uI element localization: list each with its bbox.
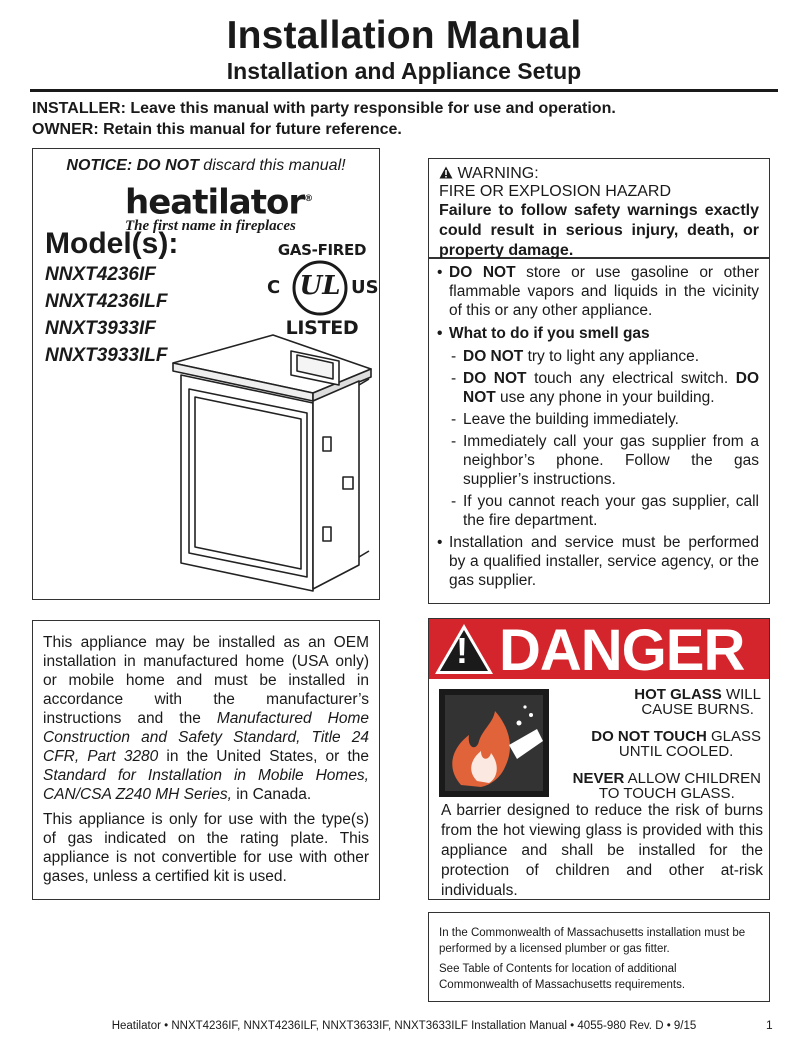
oem-paragraph-2: This appliance is only for use with the type(s) of gas indicated on the rating plate. This appliance is not convertible for use with other gases, unless a certified kit is used. (43, 811, 369, 885)
fireplace-illustration (163, 327, 377, 595)
logo-tagline: The first name in fireplaces (125, 218, 296, 235)
warning-text: Failure to follow safety warnings exactly could result in serious injury, death, or property damage. (439, 202, 759, 259)
notice-box (32, 148, 380, 600)
danger-word: DANGER (499, 618, 745, 683)
page-subtitle: Installation and Appliance Setup (226, 58, 582, 84)
gas-sub-leave: - Leave the building immediately. (437, 410, 759, 429)
logo-word: heatilator (125, 182, 305, 223)
hot-glass-warning-3: NEVER ALLOW CHILDREN TO TOUCH GLASS. (572, 770, 761, 802)
installer-instruction: INSTALLER: Leave this manual with party responsible for use and operation. (32, 100, 616, 117)
cert-bottom: LISTED (285, 317, 359, 339)
massachusetts-paragraph-2: See Table of Contents for location of additional Commonwealth of Massachusetts requirements. (439, 963, 686, 991)
model-1: NNXT4236IF (45, 264, 156, 285)
warning-hazard: FIRE OR EXPLOSION HAZARD (439, 183, 672, 200)
oem-paragraph-1: This appliance may be installed as an OEM installation in manufactured home (USA only) or mobile home and must be installed in accordance with the manufacturer’s instructions and the Manufactured Home Construction and Safety Standard, Title 24 CFR, Part 3280 in the United States, or the Standard for Installation in Mobile Homes, CAN/CSA Z240 MH Series, in Canada. (43, 634, 369, 803)
hot-glass-warning-2: DO NOT TOUCH GLASS UNTIL COOLED. (591, 728, 761, 760)
warning-triangle-icon (439, 166, 453, 179)
warning-box (428, 158, 770, 258)
barrier-paragraph: A barrier designed to reduce the risk of burns from the hot viewing glass is provided with this appliance and shall be installed for the protection of children and other at-risk individuals. (441, 802, 763, 899)
model-3: NNXT3933IF (45, 318, 156, 339)
model-2: NNXT4236ILF (45, 291, 168, 312)
logo-mark: ® (304, 194, 313, 204)
notice-suffix: discard this manual! (198, 157, 346, 174)
cert-top: GAS-FIRED (277, 241, 367, 259)
gas-sub-light: - DO NOT try to light any appliance. (437, 347, 759, 366)
page-number: 1 (766, 1018, 773, 1032)
danger-mark: ! (456, 630, 468, 671)
models-heading: Model(s): (45, 227, 179, 260)
hot-glass-warning-1: HOT GLASS WILL CAUSE BURNS. (634, 686, 761, 718)
model-4: NNXT3933ILF (45, 345, 168, 366)
cert-ul: UL (299, 271, 341, 301)
hot-glass-icon (439, 689, 549, 797)
gas-sub-switch: - DO NOT touch any electrical switch. DO NOT use any phone in your building. (437, 369, 759, 407)
oem-installation-box (32, 620, 380, 900)
cert-us: US (351, 277, 379, 298)
gas-sub-call: - Immediately call your gas supplier from a neighbor’s phone. Follow the gas supplier’s instructions. (437, 432, 759, 489)
gas-safety-box (428, 258, 770, 604)
page-title: Installation Manual (226, 14, 582, 57)
cert-c: C (267, 277, 281, 298)
notice-line (33, 157, 379, 175)
gas-item-store: • DO NOT store or use gasoline or other flammable vapors and liquids in the vicinity of this or any other appliance. (437, 263, 759, 320)
danger-banner (429, 618, 769, 683)
danger-box (428, 618, 770, 900)
massachusetts-paragraph-1: In the Commonwealth of Massachusetts installation must be performed by a licensed plumber or gas fitter. (439, 927, 746, 955)
gas-sub-fire-dept: - If you cannot reach your gas supplier, call the fire department. (437, 492, 759, 530)
notice-prefix: NOTICE: DO NOT (66, 157, 199, 174)
massachusetts-box (428, 912, 770, 1002)
gas-item-installation: • Installation and service must be performed by a qualified installer, service agency, or the gas supplier. (437, 533, 759, 590)
owner-instruction: OWNER: Retain this manual for future reference. (32, 121, 402, 138)
page-footer: Heatilator • NNXT4236IF, NNXT4236ILF, NNXT3633IF, NNXT3633ILF Installation Manual • 4055-980 Rev. D • 9/15 (111, 1020, 697, 1032)
warning-label: WARNING: (457, 165, 539, 182)
gas-item-smell-heading: • What to do if you smell gas (437, 324, 759, 343)
title-rule (30, 89, 778, 92)
